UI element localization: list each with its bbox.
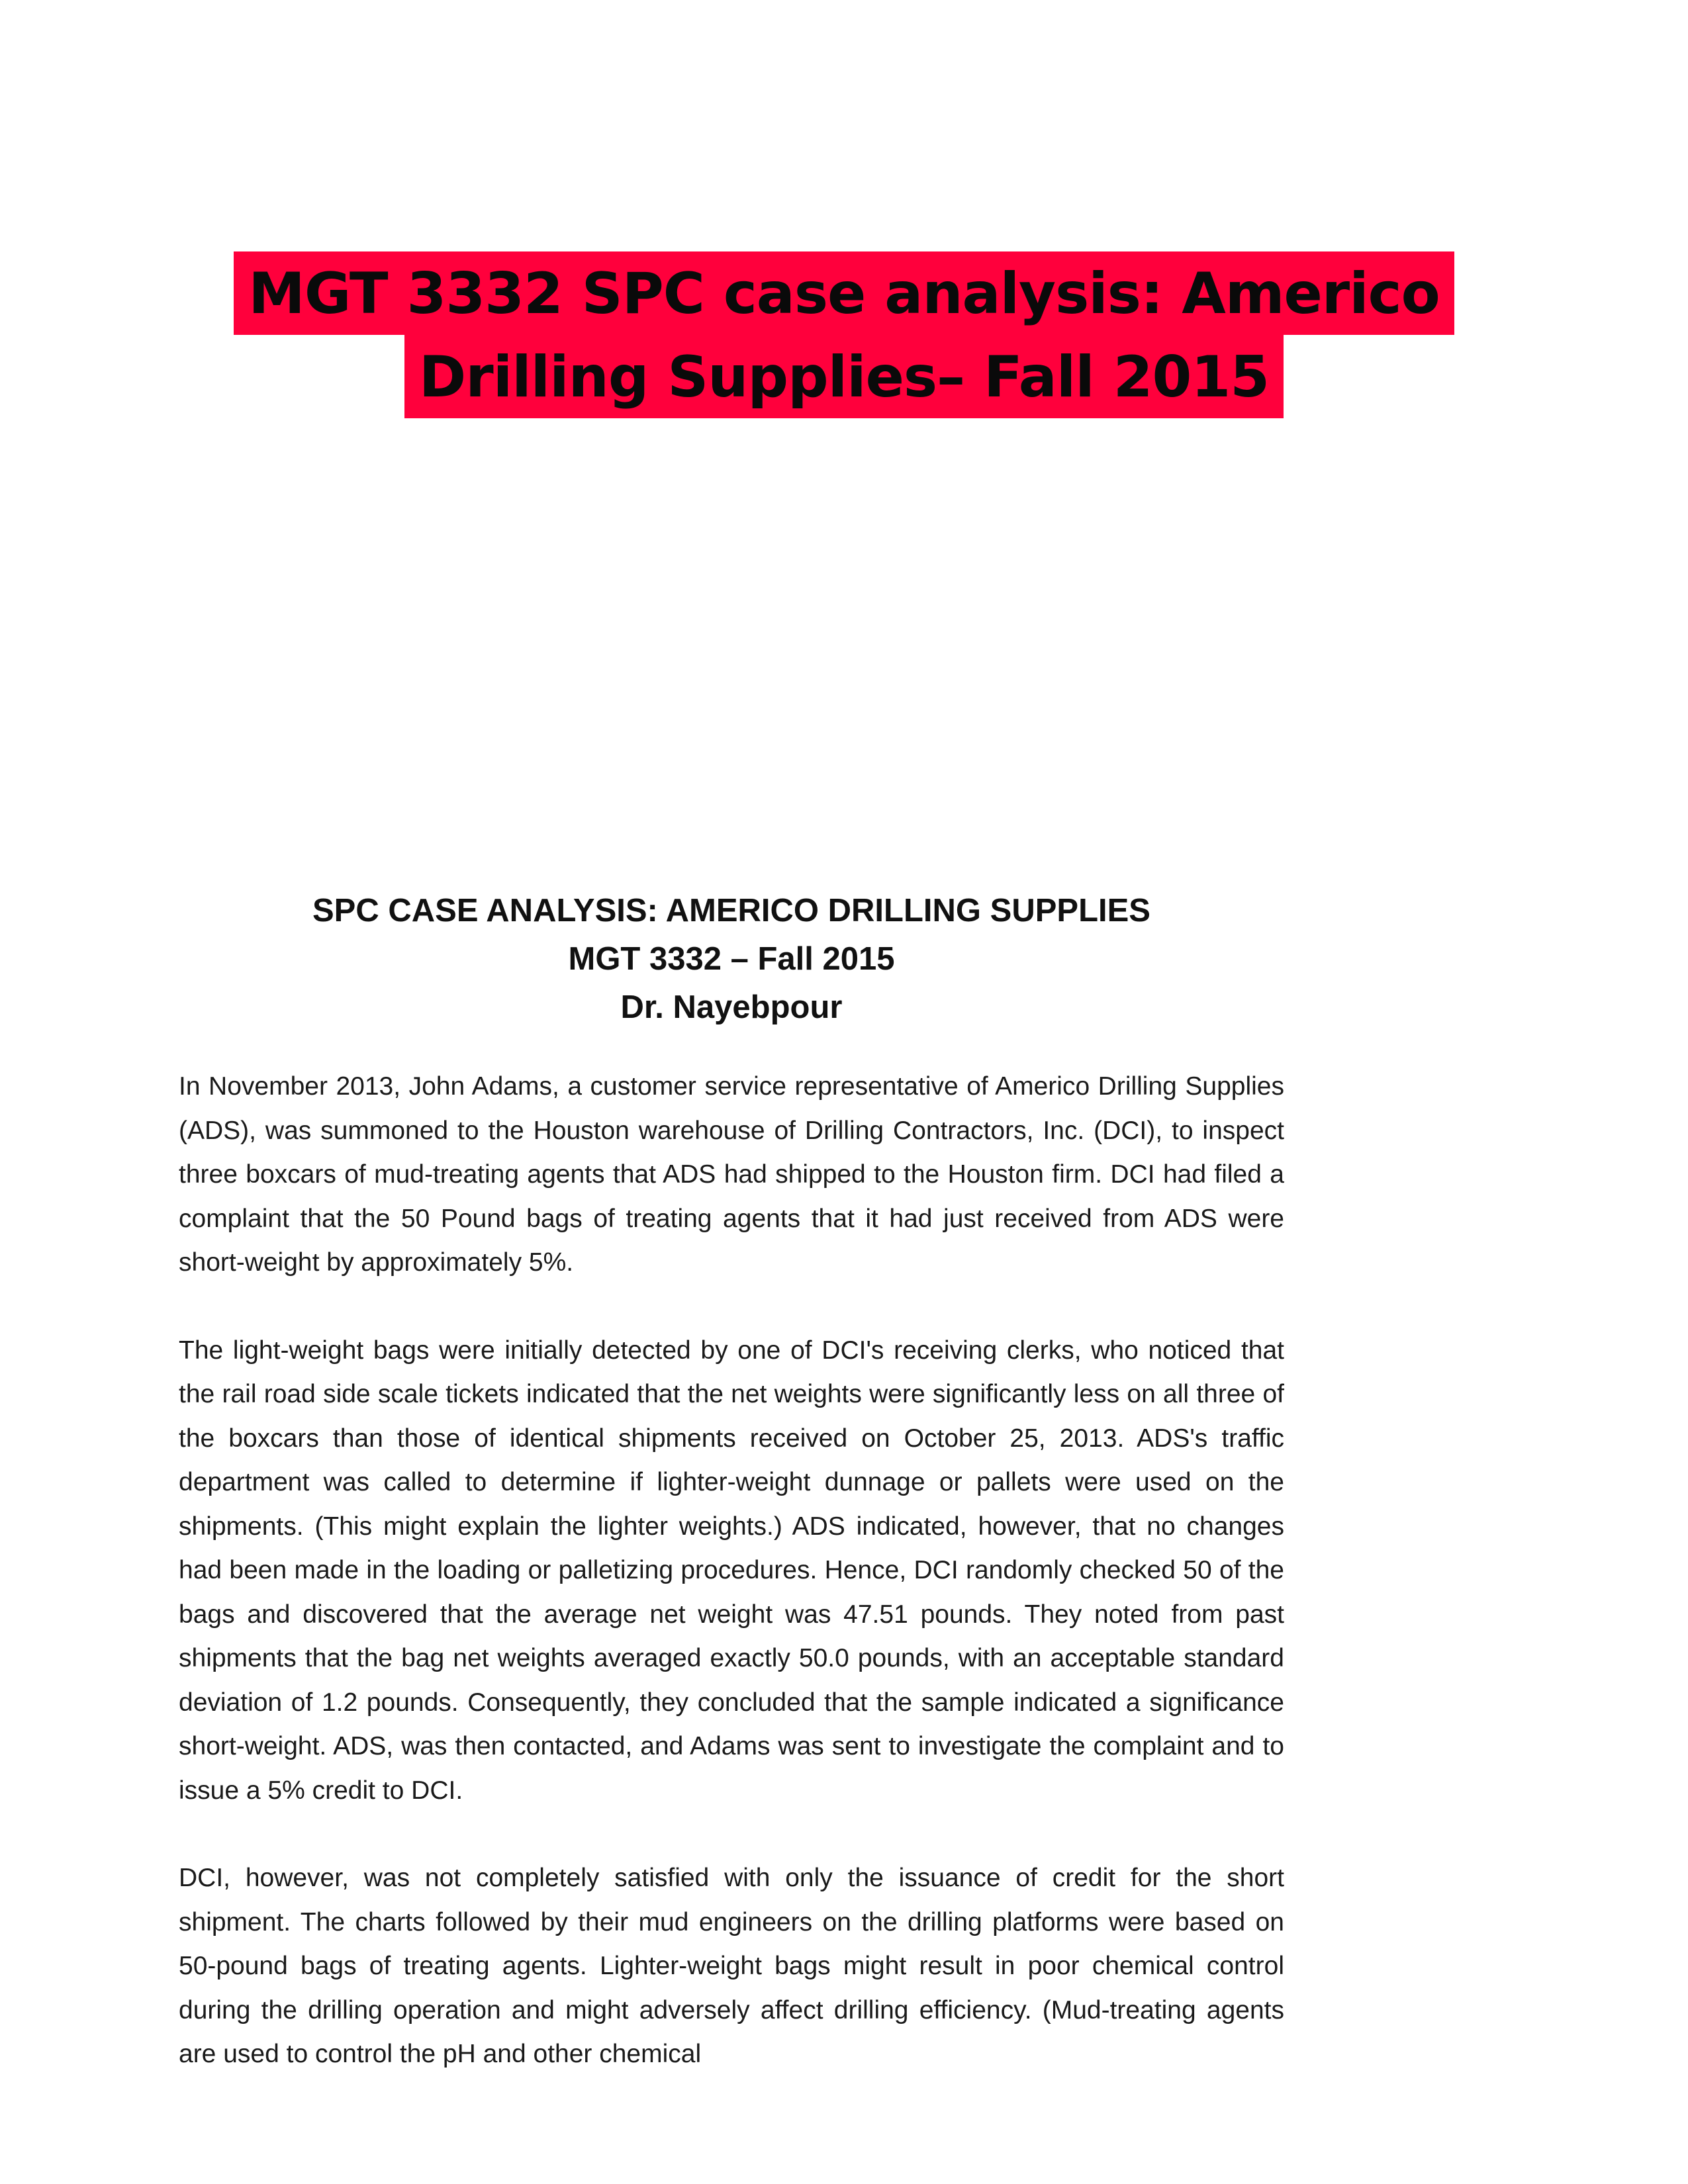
document-course: MGT 3332 – Fall 2015: [568, 941, 895, 977]
banner-title-line-1: MGT 3332 SPC case analysis: Americo: [234, 251, 1454, 335]
paragraph-2: The light-weight bags were initially detected by one of DCI's receiving clerks, who noticed that the rail road side scale tickets indicated that the net weights were significantly less on all three of the boxcars than those of identical shipments received on October 25, 2013. ADS's traffic department was called to determine if lighter-weight dunnage or pallets were used on the shipments. (This might explain the lighter weights.) ADS indicated, however, that no changes had been made in the loading or palletizing procedures. Hence, DCI randomly checked 50 of the bags and discovered that the average net weight was 47.51 pounds. They noted from past shipments that the bag net weights averaged exactly 50.0 pounds, with an acceptable standard deviation of 1.2 pounds. Consequently, they concluded that the sample indicated a significance short-weight. ADS, was then contacted, and Adams was sent to investigate the complaint and to issue a 5% credit to DCI.: [179, 1336, 1284, 1805]
document-author: Dr. Nayebpour: [620, 989, 843, 1025]
document-header: [179, 887, 1284, 1032]
paragraph-1: In November 2013, John Adams, a customer service representative of Americo Drilling Supplies (ADS), was summoned to the Houston warehouse of Drilling Contractors, Inc. (DCI), to inspect three boxcars of mud-treating agents that ADS had shipped to the Houston firm. DCI had filed a complaint that the 50 Pound bags of treating agents that it had just received from ADS were short-weight by approximately 5%.: [179, 1072, 1284, 1277]
title-banner: [0, 251, 1688, 418]
banner-title-line-2: Drilling Supplies– Fall 2015: [404, 335, 1284, 418]
document-page: [179, 887, 1284, 2120]
paragraph-3: DCI, however, was not completely satisfied with only the issuance of credit for the short shipment. The charts followed by their mud engineers on the drilling platforms were based on 50-pound bags of treating agents. Lighter-weight bags might result in poor chemical control during the drilling operation and might adversely affect drilling efficiency. (Mud-treating agents are used to control the pH and other chemical: [179, 1864, 1284, 2068]
document-title: SPC CASE ANALYSIS: AMERICO DRILLING SUPPLIES: [312, 893, 1150, 929]
